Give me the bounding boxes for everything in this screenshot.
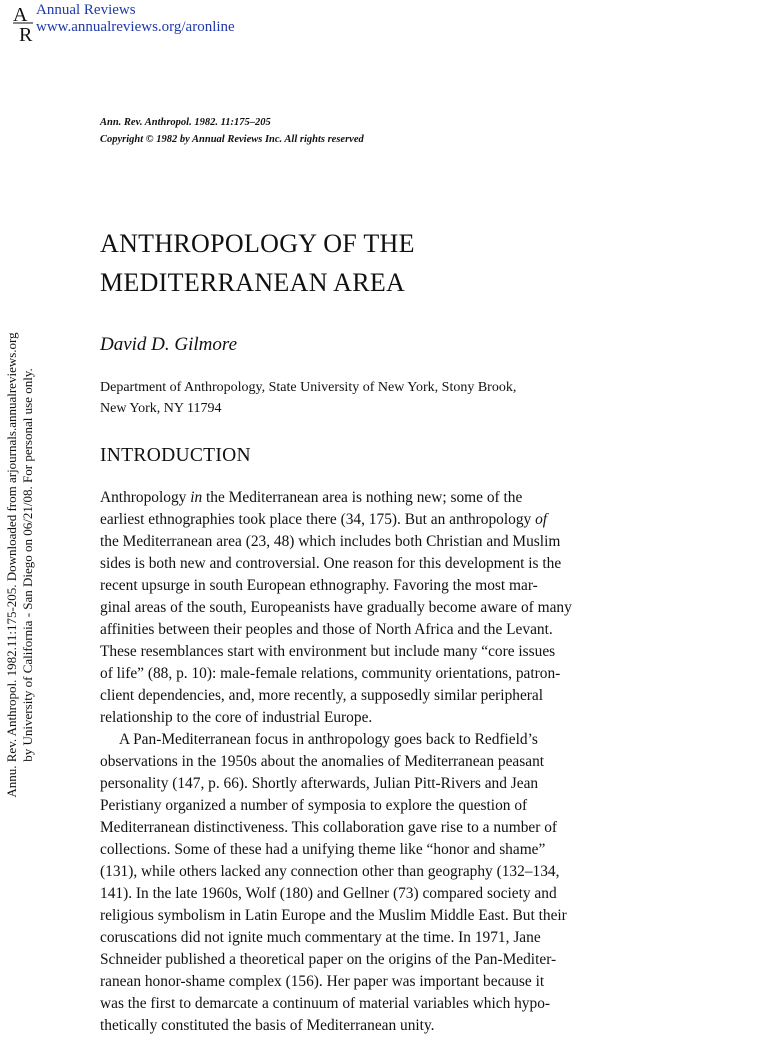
body-line: (131), while others lacked any connection other than geography (132–134, [100,863,560,880]
body-line-text: earliest ethnographies took place there (34, 175). But an anthropology of [100,511,548,528]
body-line: personality (147, p. 66). Shortly afterwards, Julian Pitt-Rivers and Jean [100,775,539,792]
body-line: the Mediterranean area (23, 48) which includes both Christian and Muslim [100,533,561,550]
title-line: MEDITERRANEAN AREA [100,268,406,297]
body-line-text: Anthropology in the Mediterranean area is nothing new; some of the [100,489,523,506]
article-title [100,224,415,302]
body-line: client dependencies, and, more recently, a supposedly similar peripheral [100,687,544,704]
body-line: Mediterranean distinctiveness. This collaboration gave rise to a number of [100,819,558,836]
author-name: David D. Gilmore [100,334,238,355]
body-line: 141). In the late 1960s, Wolf (180) and Gellner (73) compared society and [100,885,557,902]
body-line: recent upsurge in south European ethnography. Favoring the most mar- [100,577,538,594]
download-notice [4,298,40,832]
body-line: These resemblances start with environment but include many “core issues [100,643,556,660]
citation-block [100,114,364,148]
publisher-name: Annual Reviews [36,2,136,18]
body-line: thetically constituted the basis of Mediterranean unity. [100,1017,435,1034]
title-line: ANTHROPOLOGY OF THE [100,229,415,258]
body-line: ginal areas of the south, Europeanists have gradually become aware of many [100,599,572,616]
publisher-header [36,2,235,36]
download-notice-text [4,298,40,832]
body-text [100,487,666,1037]
copyright-line: Copyright © 1982 by Annual Reviews Inc. All rights reserved [100,134,364,145]
body-line [100,509,666,531]
svg-text:A: A [13,4,28,26]
body-line: Peristiany organized a number of symposia to explore the question of [100,797,528,814]
emphasis: of [535,511,548,528]
body-line: of life” (88, p. 10): male-female relations, community orientations, patron- [100,665,561,682]
body-line: religious symbolism in Latin Europe and the Muslim Middle East. But their [100,907,567,924]
svg-text:R: R [19,24,33,42]
body-line: A Pan-Mediterranean focus in anthropology goes back to Redfield’s [119,731,538,748]
body-line: relationship to the core of industrial Europe. [100,709,373,726]
body-line: coruscations did not ignite much commentary at the time. In 1971, Jane [100,929,541,946]
body-line: sides is both new and controversial. One reason for this development is the [100,555,562,572]
publisher-url-link[interactable]: www.annualreviews.org/aronline [36,19,235,35]
body-line [100,487,666,509]
citation-line: Ann. Rev. Anthropol. 1982. 11:175–205 [100,117,271,128]
affiliation-line: New York, NY 11794 [100,401,222,416]
author-affiliation [100,377,516,419]
affiliation-line: Department of Anthropology, State University of New York, Stony Brook, [100,380,517,395]
section-heading: INTRODUCTION [100,445,251,466]
body-line: Schneider published a theoretical paper on the origins of the Pan-Mediter- [100,951,557,968]
body-line: affinities between their peoples and those of North Africa and the Levant. [100,621,553,638]
body-line: collections. Some of these had a unifying theme like “honor and shame” [100,841,546,858]
body-line: ranean honor-shame complex (156). Her paper was important because it [100,973,545,990]
body-line: observations in the 1950s about the anomalies of Mediterranean peasant [100,753,545,770]
annual-reviews-logo-icon [12,2,34,42]
emphasis: in [190,489,203,506]
body-line: was the first to demarcate a continuum of material variables which hypo- [100,995,551,1012]
download-notice-line: by University of California - San Diego on 06/21/08. For personal use only. [20,368,35,762]
download-notice-line: Annu. Rev. Anthropol. 1982.11:175-205. Downloaded from arjournals.annualreviews.org [4,332,19,798]
